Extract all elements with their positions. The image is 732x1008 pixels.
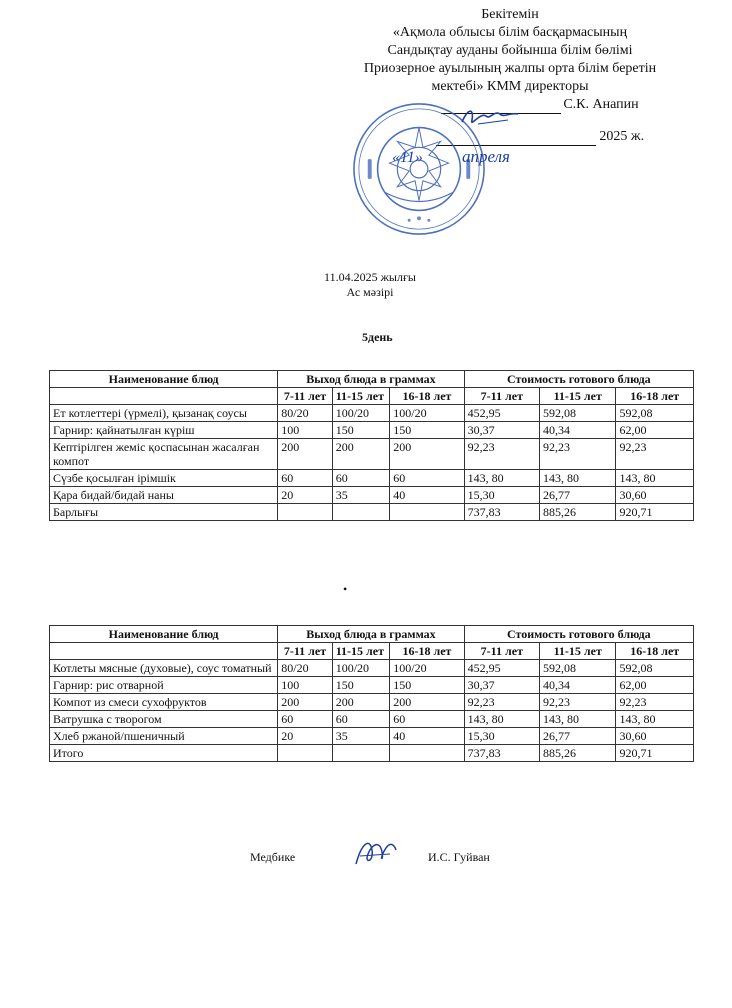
- cell: 143, 80: [464, 711, 539, 728]
- cell: 40: [390, 728, 464, 745]
- table-row: [50, 677, 694, 694]
- cell: 60: [332, 470, 390, 487]
- cell: 60: [278, 470, 332, 487]
- cell: 150: [332, 422, 390, 439]
- cell: 26,77: [540, 728, 616, 745]
- table-row: [50, 711, 694, 728]
- cell: 150: [332, 677, 390, 694]
- stray-dot: •: [343, 582, 348, 596]
- cell: 885,26: [540, 504, 616, 521]
- cell: 92,23: [464, 694, 539, 711]
- cell: [332, 504, 390, 521]
- age-empty-cell: [50, 643, 278, 660]
- cell: 92,23: [616, 439, 694, 470]
- cell: 200: [390, 439, 464, 470]
- cell: 143, 80: [616, 711, 694, 728]
- approval-line-3: Сандықтау ауданы бойынша білім бөлімі: [387, 43, 633, 58]
- approval-line-5: мектебі» КММ директоры: [431, 79, 589, 94]
- cell: 200: [278, 694, 332, 711]
- age-col: 16-18 лет: [390, 388, 464, 405]
- table-total-row: [50, 745, 694, 762]
- age-col: 7-11 лет: [278, 388, 332, 405]
- table-row: [50, 422, 694, 439]
- approval-line-2: «Ақмола облысы білім басқармасының: [392, 25, 628, 40]
- cell: 100/20: [332, 405, 390, 422]
- date-month-handwritten: апреля: [462, 147, 510, 166]
- cell: 100/20: [332, 660, 390, 677]
- cell: [278, 504, 332, 521]
- day-label: 5день: [362, 330, 393, 344]
- cell: 20: [278, 728, 332, 745]
- cell: 592,08: [616, 660, 694, 677]
- cell: 15,30: [464, 728, 539, 745]
- table-row: [50, 660, 694, 677]
- header-output: Выход блюда в граммах: [278, 626, 464, 643]
- cell: 143, 80: [540, 711, 616, 728]
- nurse-name: И.С. Гуйван: [428, 850, 490, 864]
- table-header-row: [50, 371, 694, 388]
- header-dish: Наименование блюд: [50, 371, 278, 388]
- cell: 26,77: [540, 487, 616, 504]
- cell: 200: [332, 694, 390, 711]
- age-col: 11-15 лет: [540, 388, 616, 405]
- age-col: 16-18 лет: [616, 388, 694, 405]
- cell: 100: [278, 422, 332, 439]
- age-col: 11-15 лет: [540, 643, 616, 660]
- cell: 92,23: [616, 694, 694, 711]
- cell: 200: [390, 694, 464, 711]
- cell: 150: [390, 422, 464, 439]
- handwritten-date: [392, 145, 542, 175]
- cell: 35: [332, 487, 390, 504]
- cell: 200: [332, 439, 390, 470]
- age-col: 16-18 лет: [616, 643, 694, 660]
- cell: 30,60: [616, 728, 694, 745]
- date-day-handwritten: «11»: [392, 149, 423, 166]
- cell: 592,08: [540, 405, 616, 422]
- approval-date-year: 2025 ж.: [599, 129, 645, 144]
- cell: 60: [278, 711, 332, 728]
- table-total-row: [50, 504, 694, 521]
- menu-title: Ас мәзірі: [346, 285, 394, 299]
- total-label: Барлығы: [50, 504, 278, 521]
- cell: 737,83: [464, 745, 539, 762]
- cell: 452,95: [464, 660, 539, 677]
- cell: 40,34: [540, 677, 616, 694]
- header-output: Выход блюда в граммах: [278, 371, 464, 388]
- cell: 100/20: [390, 405, 464, 422]
- nurse-role: Медбике: [250, 850, 296, 864]
- age-col: 11-15 лет: [332, 643, 390, 660]
- table-age-row: [50, 388, 694, 405]
- cell: 35: [332, 728, 390, 745]
- age-empty-cell: [50, 388, 278, 405]
- cell: 920,71: [616, 745, 694, 762]
- cell: 30,37: [464, 422, 539, 439]
- cell: 150: [390, 677, 464, 694]
- cell: 885,26: [540, 745, 616, 762]
- age-col: 7-11 лет: [464, 643, 539, 660]
- cell: 143, 80: [540, 470, 616, 487]
- dish-name: Компот из смеси сухофруктов: [50, 694, 278, 711]
- dish-name: Ет котлеттері (үрмелі), қызанақ соусы: [50, 405, 278, 422]
- cell: 60: [332, 711, 390, 728]
- cell: 592,08: [540, 660, 616, 677]
- director-signature-icon: [458, 104, 522, 130]
- menu-date: 11.04.2025 жылғы: [324, 270, 416, 284]
- table-row: [50, 470, 694, 487]
- director-name: С.К. Анапин: [563, 97, 639, 112]
- cell: 62,00: [616, 422, 694, 439]
- nurse-signature-icon: [350, 836, 400, 870]
- cell: 143, 80: [616, 470, 694, 487]
- dish-name: Сүзбе қосылған ірімшік: [50, 470, 278, 487]
- cell: 143, 80: [464, 470, 539, 487]
- cell: [332, 745, 390, 762]
- menu-table-kz: [49, 370, 694, 521]
- cell: 92,23: [540, 439, 616, 470]
- cell: 920,71: [616, 504, 694, 521]
- cell: 40: [390, 487, 464, 504]
- cell: 60: [390, 470, 464, 487]
- cell: 92,23: [540, 694, 616, 711]
- dish-name: Ватрушка с творогом: [50, 711, 278, 728]
- table-age-row: [50, 643, 694, 660]
- header-cost: Стоимость готового блюда: [464, 626, 693, 643]
- cell: 92,23: [464, 439, 539, 470]
- total-label: Итого: [50, 745, 278, 762]
- dish-name: Хлеб ржаной/пшеничный: [50, 728, 278, 745]
- table-row: [50, 439, 694, 470]
- dish-name: Гарнир: қайнатылған күріш: [50, 422, 278, 439]
- dish-name: Котлеты мясные (духовые), соус томатный: [50, 660, 278, 677]
- menu-header: [300, 270, 440, 300]
- cell: [390, 745, 464, 762]
- header-dish: Наименование блюд: [50, 626, 278, 643]
- menu-table-ru: [49, 625, 694, 762]
- approval-line-4: Приозерное ауылының жалпы орта білім беретін: [363, 61, 657, 76]
- cell: 737,83: [464, 504, 539, 521]
- header-cost: Стоимость готового блюда: [464, 371, 693, 388]
- table-row: [50, 728, 694, 745]
- approval-line-1: Бекітемін: [481, 7, 539, 22]
- cell: 60: [390, 711, 464, 728]
- cell: 80/20: [278, 405, 332, 422]
- age-col: 16-18 лет: [390, 643, 464, 660]
- dish-name: Кептірілген жеміс қоспасынан жасалған компот: [50, 439, 278, 470]
- cell: [278, 745, 332, 762]
- age-col: 11-15 лет: [332, 388, 390, 405]
- cell: 15,30: [464, 487, 539, 504]
- cell: 40,34: [540, 422, 616, 439]
- table-row: [50, 405, 694, 422]
- cell: 30,60: [616, 487, 694, 504]
- age-col: 7-11 лет: [278, 643, 332, 660]
- cell: 20: [278, 487, 332, 504]
- cell: 62,00: [616, 677, 694, 694]
- cell: 80/20: [278, 660, 332, 677]
- cell: 100/20: [390, 660, 464, 677]
- cell: 592,08: [616, 405, 694, 422]
- cell: 200: [278, 439, 332, 470]
- table-row: [50, 487, 694, 504]
- dish-name: Қара бидай/бидай наны: [50, 487, 278, 504]
- cell: [390, 504, 464, 521]
- dish-name: Гарнир: рис отварной: [50, 677, 278, 694]
- table-header-row: [50, 626, 694, 643]
- cell: 30,37: [464, 677, 539, 694]
- cell: 100: [278, 677, 332, 694]
- age-col: 7-11 лет: [464, 388, 539, 405]
- cell: 452,95: [464, 405, 539, 422]
- table-row: [50, 694, 694, 711]
